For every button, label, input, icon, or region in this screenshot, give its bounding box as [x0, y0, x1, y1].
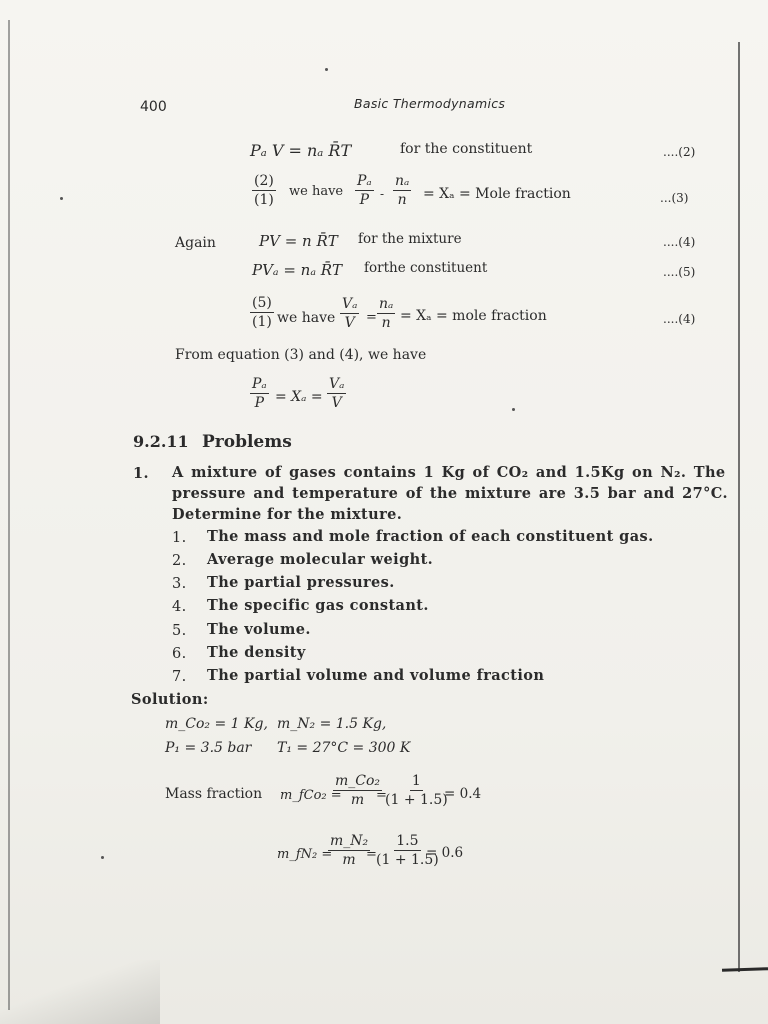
page-left-edge — [8, 20, 10, 1010]
fraction-pa-p: $\frac{\text{Pₐ}}{P}$ — [252, 376, 267, 411]
problem-number: 1. — [133, 465, 149, 482]
fraction-va-v: $\frac{\text{Vₐ}}{V}$ — [329, 376, 345, 411]
mass-fraction-n2-lhs: m_fN₂ = — [277, 847, 333, 862]
section-number: 9.2.11 — [133, 432, 189, 451]
equation-5-tag: ....(5) — [663, 265, 696, 279]
ratio-5-over-1: $\frac{(5)}{(1)}$ — [252, 295, 272, 330]
list-item: Average molecular weight. — [207, 551, 434, 568]
we-have-label: we have — [277, 310, 336, 326]
running-title: Basic Thermodynamics — [354, 96, 506, 111]
fraction-1-5-over-2-5: $\frac{1.5}{(1 + 1.5)}$ — [376, 833, 439, 868]
list-item: The volume. — [207, 621, 311, 638]
fraction-1-over-2-5: $\frac{1}{(1 + 1.5)}$ — [385, 773, 448, 808]
speck — [101, 856, 104, 859]
item-number: 3. — [172, 576, 187, 592]
operator: - — [380, 187, 385, 201]
equation-5: PVₐ = nₐ R̄T — [252, 261, 343, 279]
equals-sign: = — [376, 788, 387, 803]
equation-2-tag: ....(2) — [663, 145, 696, 159]
given-mass-n2: m_N₂ = 1.5 Kg, — [277, 716, 387, 732]
list-item: The mass and mole fraction of each constituent gas. — [207, 528, 654, 545]
equation-2-text: for the constituent — [400, 141, 533, 157]
speck — [512, 408, 515, 411]
equation-3-tag: ...(3) — [660, 191, 689, 205]
fraction-mn2-m: $\frac{\text{m\_N₂}}{m}$ — [330, 833, 369, 868]
equals-sign: = — [366, 310, 377, 325]
ratio-2-over-1: $\frac{(2)}{(1)}$ — [254, 173, 274, 208]
speck — [60, 197, 63, 200]
given-mass-co2: m_Co₂ = 1 Kg, — [165, 716, 268, 732]
fraction-na-n: $\frac{\text{nₐ}}{n}$ — [379, 296, 394, 331]
mass-fraction-co2-value: = 0.4 — [444, 786, 482, 802]
problem-line-1: A mixture of gases contains 1 Kg of CO₂ and 1.5Kg on N₂. The — [172, 464, 726, 481]
we-have-label: we have — [289, 184, 344, 199]
equation-2: Pₐ V = nₐ R̄T — [250, 141, 352, 160]
item-number: 5. — [172, 623, 187, 639]
equation-6-rhs: = Xₐ = mole fraction — [400, 308, 547, 324]
equation-3-rhs: = Xₐ = Mole fraction — [423, 186, 571, 202]
equation-4-tag: ....(4) — [663, 235, 696, 249]
item-number: 2. — [172, 553, 187, 569]
list-item: The partial pressures. — [207, 574, 395, 591]
list-item: The specific gas constant. — [207, 597, 429, 614]
list-item: The partial volume and volume fraction — [207, 667, 545, 684]
result-middle: = Xₐ = — [275, 389, 323, 405]
given-pressure: P₁ = 3.5 bar — [165, 740, 252, 756]
equation-4-text: for the mixture — [358, 231, 462, 247]
mass-fraction-n2-value: = 0.6 — [426, 845, 464, 861]
problem-line-2: pressure and temperature of the mixture are 3.5 bar and 27°C. — [172, 485, 728, 502]
equation-6-tag: ....(4) — [663, 312, 696, 326]
speck — [325, 68, 328, 71]
page-corner-shadow — [0, 960, 160, 1024]
equation-4: PV = n R̄T — [259, 232, 338, 250]
item-number: 6. — [172, 646, 187, 662]
mass-fraction-co2-lhs: m_fCo₂ = — [280, 788, 342, 803]
mass-fraction-label: Mass fraction — [165, 786, 263, 802]
fraction-va-v: $\frac{\text{Vₐ}}{V}$ — [342, 296, 358, 331]
equation-5-text: forthe constituent — [364, 260, 488, 276]
from-equation-text: From equation (3) and (4), we have — [175, 347, 427, 363]
page-right-edge — [738, 42, 740, 972]
equals-sign: = — [366, 847, 377, 862]
fraction-mco2-m: $\frac{\text{m\_Co₂}}{m}$ — [335, 773, 381, 808]
page-number: 400 — [140, 99, 167, 115]
section-title: Problems — [202, 432, 292, 452]
list-item: The density — [207, 644, 306, 661]
fraction-pa-p: $\frac{\text{Pₐ}}{P}$ — [357, 173, 372, 208]
item-number: 4. — [172, 599, 187, 615]
given-temperature: T₁ = 27°C = 300 K — [277, 740, 411, 756]
item-number: 7. — [172, 669, 187, 685]
solution-label: Solution: — [131, 691, 209, 708]
fraction-na-n: $\frac{\text{nₐ}}{n}$ — [395, 173, 410, 208]
again-label: Again — [175, 235, 216, 251]
problem-line-3: Determine for the mixture. — [172, 506, 403, 523]
item-number: 1. — [172, 530, 187, 546]
